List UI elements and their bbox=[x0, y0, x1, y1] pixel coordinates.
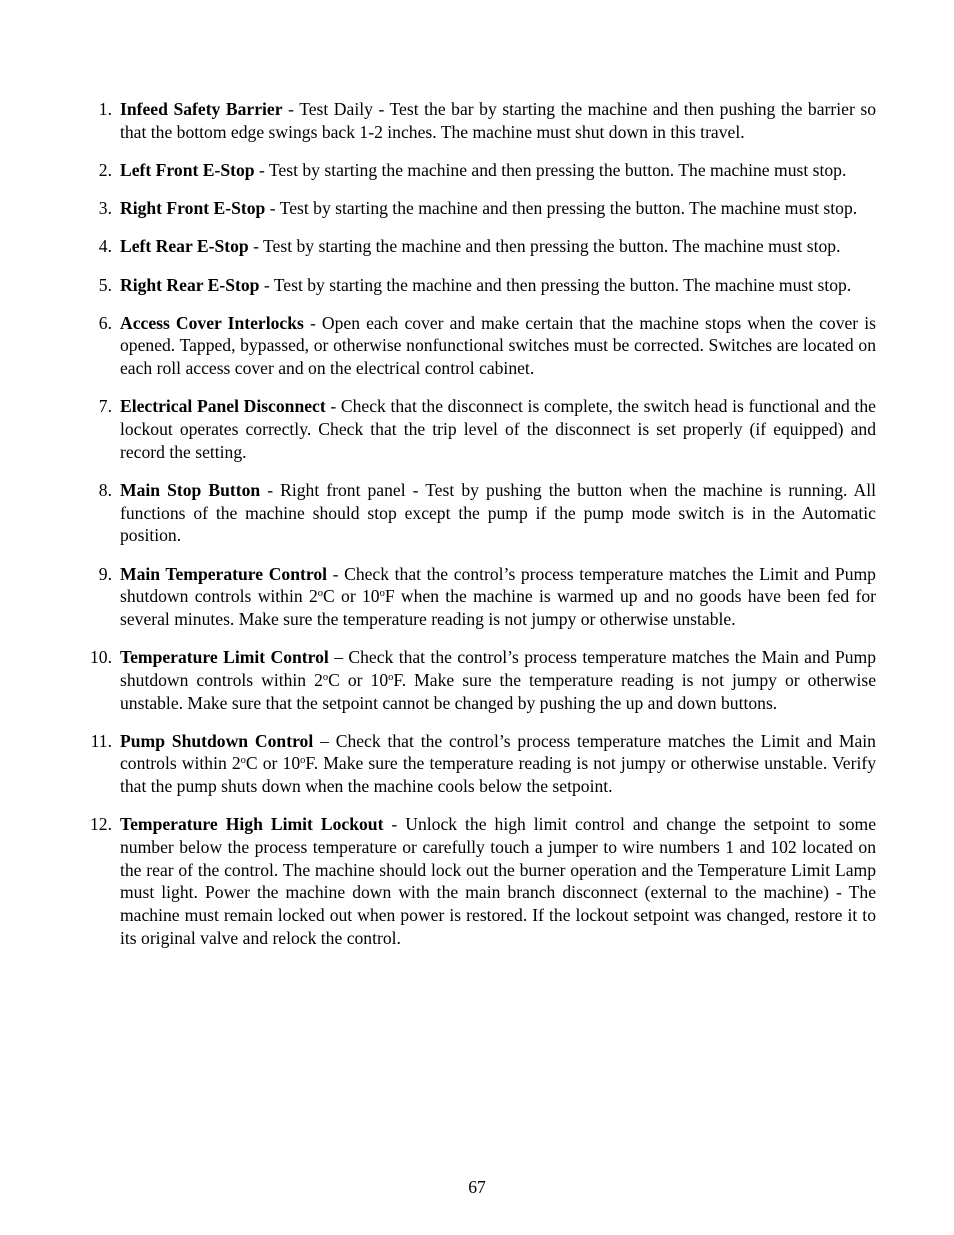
item-title: Temperature High Limit Lockout bbox=[120, 814, 384, 835]
item-text: - Unlock the high limit control and change the setpoint to some number below the process temperature or carefully touch a jumper to wire numbers 1 and 102 located on the rear of the control. The machine should lock out the burner operation and the Temperature Limit Lamp must light. Power the machine down with the main branch disconnect (external to the machine) - The machine must remain locked out when power is restored. If the lockout setpoint was changed, restore it to its original valve and relock the control. bbox=[120, 814, 877, 948]
item-title: Main Temperature Control bbox=[120, 563, 328, 584]
degree-superscript: o bbox=[379, 588, 385, 600]
item-text: - Test Daily - Test the bar by starting the machine and then pushing the barrier so that the bottom edge swings back 1-2 inches. The machine must shut down in this travel. bbox=[120, 99, 876, 142]
item-title: Electrical Panel Disconnect bbox=[120, 396, 326, 417]
item-text: - Test by starting the machine and then pressing the button. The machine must stop. bbox=[259, 274, 852, 295]
item-number: 6. bbox=[98, 312, 112, 333]
list-item bbox=[0, 813, 954, 949]
item-title: Left Rear E-Stop bbox=[120, 236, 249, 257]
list-item bbox=[0, 274, 954, 297]
degree-superscript: o bbox=[317, 588, 323, 600]
item-number: 11. bbox=[90, 730, 112, 751]
item-title: Infeed Safety Barrier bbox=[120, 99, 283, 119]
item-number: 12. bbox=[90, 814, 112, 835]
item-number: 4. bbox=[98, 236, 112, 257]
item-text: – Check that the control’s process temperature matches the Main and Pump shutdown controls within 2 bbox=[120, 647, 877, 690]
degree-superscript: o bbox=[240, 755, 246, 767]
item-number: 1. bbox=[98, 99, 112, 119]
item-text: - Test by starting the machine and then pressing the button. The machine must stop. bbox=[248, 236, 841, 257]
item-text: - Test by starting the machine and then pressing the button. The machine must stop. bbox=[254, 159, 847, 180]
list-item bbox=[0, 235, 954, 258]
item-title: Left Front E-Stop bbox=[120, 159, 255, 180]
item-text: - Right front panel - Test by pushing the button when the machine is running. All functions of the machine should stop except the pump if the pump mode switch is in the Automatic position. bbox=[120, 479, 876, 546]
item-number: 2. bbox=[98, 159, 112, 180]
list-item bbox=[0, 646, 954, 714]
item-text: - Check that the control’s process temperature matches the Limit and Pump shutdown controls within 2 bbox=[120, 563, 876, 607]
item-text: F when the machine is warmed up and no goods have been fed for several minutes. Make sure the temperature reading is not jumpy or otherwise unstable. bbox=[120, 586, 877, 629]
item-text: - Test by starting the machine and then pressing the button. The machine must stop. bbox=[265, 198, 858, 219]
item-number: 10. bbox=[90, 647, 112, 668]
degree-superscript: o bbox=[300, 755, 306, 767]
degree-superscript: o bbox=[388, 671, 394, 683]
list-item bbox=[0, 98, 954, 143]
list-item bbox=[0, 312, 954, 380]
item-title: Pump Shutdown Control bbox=[120, 730, 314, 751]
item-text: C or 10 bbox=[245, 753, 301, 774]
item-text: C or 10 bbox=[328, 669, 389, 690]
item-text: - Check that the disconnect is complete, the switch head is functional and the lockout operates correctly. Check that the trip level of the disconnect is set properly (if equipped) and record the setting. bbox=[120, 396, 876, 462]
page-number: 67 bbox=[468, 1177, 486, 1197]
safety-check-list bbox=[0, 98, 954, 965]
item-text: C or 10 bbox=[323, 586, 380, 607]
list-item bbox=[0, 479, 954, 547]
item-text: F. Make sure the temperature reading is not jumpy or otherwise unstable. Make sure that the setpoint cannot be changed by pushing the up and down buttons. bbox=[120, 669, 877, 713]
degree-superscript: o bbox=[322, 671, 329, 683]
item-number: 9. bbox=[98, 563, 112, 584]
list-item bbox=[0, 197, 954, 220]
item-title: Right Rear E-Stop bbox=[120, 274, 260, 295]
item-title: Temperature Limit Control bbox=[120, 647, 329, 668]
list-item bbox=[0, 563, 954, 631]
item-text: F. Make sure the temperature reading is not jumpy or otherwise unstable. Verify that the pump shuts down when the machine cools below the setpoint. bbox=[120, 753, 876, 797]
item-title: Main Stop Button bbox=[120, 479, 261, 500]
item-text: - Open each cover and make certain that the machine stops when the cover is opened. Tapped, bypassed, or otherwise nonfunctional switches must be corrected. Switches are located on each roll access cover and on the electrical control cabinet. bbox=[120, 312, 876, 379]
item-number: 3. bbox=[98, 198, 112, 219]
item-number: 8. bbox=[98, 479, 112, 500]
item-number: 5. bbox=[98, 274, 112, 295]
item-text: – Check that the control’s process temperature matches the Limit and Main controls within 2 bbox=[120, 730, 876, 774]
item-number: 7. bbox=[98, 396, 112, 417]
list-item bbox=[0, 159, 954, 182]
list-item bbox=[0, 395, 954, 463]
item-title: Access Cover Interlocks bbox=[120, 312, 304, 333]
item-title: Right Front E-Stop bbox=[120, 198, 266, 219]
list-item bbox=[0, 730, 954, 798]
